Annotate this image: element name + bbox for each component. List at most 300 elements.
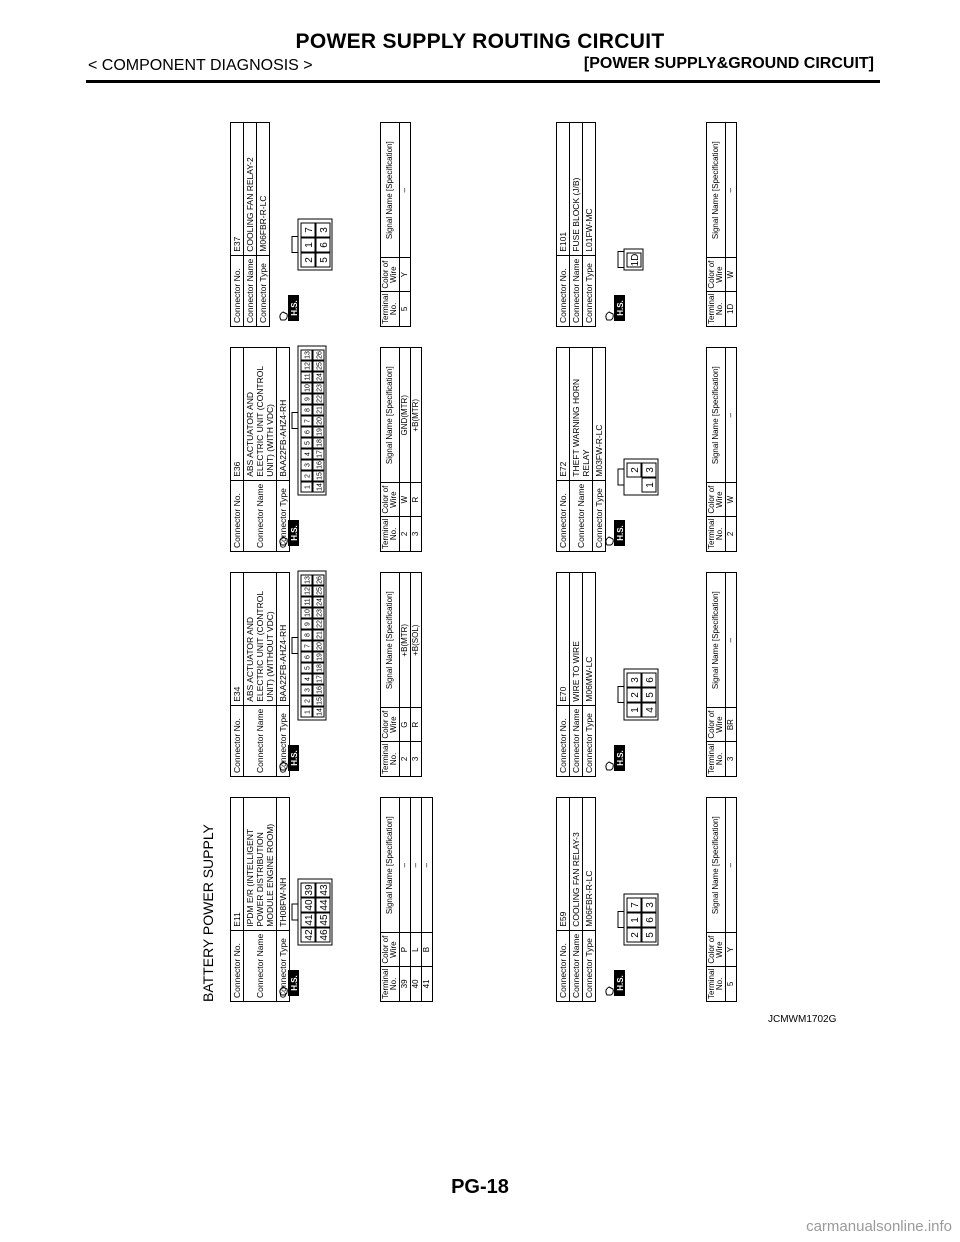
pin-number: 5 <box>644 932 656 938</box>
pin-number: 12 <box>304 587 312 595</box>
terminal-cell: B <box>422 933 433 966</box>
pin-cell <box>301 883 315 897</box>
pin-cell <box>642 898 656 912</box>
pin-cell <box>627 253 641 267</box>
pin-cell <box>313 685 324 695</box>
connector-card <box>230 572 500 777</box>
pin-number: 1 <box>629 917 641 923</box>
terminal-cell: – <box>726 348 737 483</box>
column-header: Color of Wire <box>381 258 400 291</box>
column-header: Terminal No. <box>381 966 400 1001</box>
column-header: Color of Wire <box>381 933 400 966</box>
pin-number: 2 <box>304 699 312 703</box>
pin-number: 5 <box>304 666 312 670</box>
hs-harness-side-icon <box>278 518 300 548</box>
pin-number: 15 <box>316 697 324 705</box>
pin-number: 7 <box>304 419 312 423</box>
pin-number: 4 <box>304 677 312 681</box>
terminal-cell: – <box>726 573 737 708</box>
column-header: Signal Name [Specification] <box>381 573 400 708</box>
terminal-cell: R <box>411 708 422 741</box>
info-label: Connector Type <box>583 705 596 776</box>
pin-number: 2 <box>304 474 312 478</box>
pin-cell <box>301 575 312 585</box>
pin-number: 15 <box>316 472 324 480</box>
pin-cell <box>301 913 315 927</box>
pin-cell <box>313 394 324 404</box>
terminal-row <box>411 573 422 777</box>
info-value: BAA22FB-AHZ4-RH <box>277 573 290 706</box>
terminal-cell: R <box>411 483 422 516</box>
info-value: TH08FW-NH <box>277 798 290 931</box>
pin-diagram <box>290 569 328 722</box>
pin-number: 13 <box>304 351 312 359</box>
terminal-cell: P <box>400 933 411 966</box>
connector-diagram <box>200 102 840 1002</box>
pin-cell <box>301 619 312 629</box>
column-header: Terminal No. <box>707 966 726 1001</box>
pin-cell <box>313 361 324 371</box>
pin-assignment-table <box>706 347 737 552</box>
info-value: E11 <box>231 798 244 931</box>
pin-cell <box>301 586 312 596</box>
pin-cell <box>313 575 324 585</box>
terminal-cell: 2 <box>400 741 411 776</box>
info-value: ABS ACTUATOR AND ELECTRIC UNIT (CONTROL UNIT) (WITH VDC) <box>244 348 277 481</box>
terminal-row <box>400 798 411 1002</box>
pin-number: 6 <box>318 242 330 248</box>
svg-text:H.S.: H.S. <box>616 300 625 316</box>
pin-cell <box>313 438 324 448</box>
pin-number: 5 <box>318 257 330 263</box>
info-label: Connector Type <box>257 255 270 326</box>
info-value: ABS ACTUATOR AND ELECTRIC UNIT (CONTROL UNIT) (WITHOUT VDC) <box>244 573 277 706</box>
terminal-cell: 41 <box>422 966 433 1001</box>
connector-card <box>556 122 826 327</box>
pin-diagram <box>616 892 660 947</box>
pin-assignment-table <box>380 347 422 552</box>
info-label: Connector Name <box>244 930 277 1001</box>
info-label: Connector No. <box>231 480 244 551</box>
pin-cell <box>642 673 656 687</box>
pin-diagram-wrapper <box>616 457 665 497</box>
pin-diagram-wrapper <box>616 667 665 722</box>
info-value: WIRE TO WIRE <box>570 573 583 706</box>
pin-cell <box>316 238 330 252</box>
svg-text:H.S.: H.S. <box>290 975 299 991</box>
info-label: Connector No. <box>231 930 244 1001</box>
connector-card <box>230 122 500 327</box>
connector-info-table <box>556 122 596 327</box>
terminal-cell: 5 <box>726 966 737 1001</box>
connector-latch <box>292 413 298 429</box>
connector-card <box>556 347 826 552</box>
pin-cell <box>316 253 330 267</box>
svg-text:H.S.: H.S. <box>290 750 299 766</box>
connector-card <box>556 797 826 1002</box>
info-label: Connector Name <box>244 705 277 776</box>
figure-id: JCMWM1702G <box>768 1014 837 1025</box>
terminal-row <box>411 348 422 552</box>
column-header: Color of Wire <box>381 708 400 741</box>
info-label: Connector Type <box>277 480 290 551</box>
column-header: Terminal No. <box>381 741 400 776</box>
column-header: Signal Name [Specification] <box>707 798 726 933</box>
section-breadcrumb: < COMPONENT DIAGNOSIS > <box>88 57 313 74</box>
svg-text:H.S.: H.S. <box>616 975 625 991</box>
pin-number: 25 <box>316 362 324 370</box>
info-label: Connector No. <box>557 930 570 1001</box>
pin-diagram <box>616 457 660 497</box>
pin-cell <box>627 688 641 702</box>
pin-cell <box>316 223 330 237</box>
pin-cell <box>301 394 312 404</box>
pin-number: 11 <box>304 373 312 381</box>
info-label: Connector Type <box>583 255 596 326</box>
pin-cell <box>301 663 312 673</box>
pin-cell <box>301 928 315 942</box>
pin-cell <box>301 707 312 717</box>
terminal-cell: 1D <box>726 291 737 326</box>
pin-cell <box>313 350 324 360</box>
terminal-cell: W <box>726 258 737 291</box>
terminal-row <box>726 348 737 552</box>
pin-cell <box>316 883 330 897</box>
column-header: Signal Name [Specification] <box>707 573 726 708</box>
pin-number: 41 <box>303 914 315 926</box>
pin-cell <box>313 471 324 481</box>
info-value: M06MW-LC <box>583 573 596 706</box>
info-label: Connector Name <box>570 930 583 1001</box>
pin-cell <box>313 608 324 618</box>
pin-diagram <box>616 667 660 722</box>
pin-cell <box>313 416 324 426</box>
svg-text:H.S.: H.S. <box>290 300 299 316</box>
pin-cell <box>313 586 324 596</box>
pin-cell <box>301 652 312 662</box>
connector-latch <box>292 638 298 654</box>
pin-cell <box>627 928 641 942</box>
pin-cell <box>642 463 656 477</box>
pin-cell <box>627 898 641 912</box>
pin-number: 1 <box>629 707 641 713</box>
terminal-cell: W <box>400 483 411 516</box>
pin-number: 8 <box>304 633 312 637</box>
hs-harness-side-icon <box>604 293 626 323</box>
pin-number: 16 <box>316 461 324 469</box>
connector-latch <box>618 469 624 485</box>
info-value: COOLING FAN RELAY-2 <box>244 123 257 256</box>
pin-number: 21 <box>316 406 324 414</box>
terminal-cell: 3 <box>411 741 422 776</box>
pin-number: 39 <box>303 884 315 896</box>
pin-number: 5 <box>644 692 656 698</box>
terminal-row <box>422 798 433 1002</box>
pin-number: 2 <box>629 467 641 473</box>
column-header: Color of Wire <box>707 933 726 966</box>
pin-cell <box>642 913 656 927</box>
pin-number: 45 <box>318 914 330 926</box>
info-value: E59 <box>557 798 570 931</box>
info-label: Connector Name <box>570 705 583 776</box>
info-label: Connector Type <box>277 930 290 1001</box>
pin-cell <box>627 673 641 687</box>
terminal-cell: 3 <box>411 516 422 551</box>
pin-cell <box>301 405 312 415</box>
pin-number: 46 <box>318 929 330 941</box>
info-value: COOLING FAN RELAY-3 <box>570 798 583 931</box>
pin-cell <box>301 253 315 267</box>
pin-number: 10 <box>304 609 312 617</box>
connector-info-table <box>556 347 606 552</box>
pin-number: 7 <box>304 644 312 648</box>
pin-number: 18 <box>316 664 324 672</box>
terminal-row <box>726 573 737 777</box>
column-header: Color of Wire <box>707 258 726 291</box>
terminal-cell: 3 <box>726 741 737 776</box>
pin-number: 3 <box>318 227 330 233</box>
pin-number: 8 <box>304 408 312 412</box>
info-label: Connector Type <box>593 480 606 551</box>
pin-cell <box>301 641 312 651</box>
pin-cell <box>627 703 641 717</box>
column-header: Terminal No. <box>381 291 400 326</box>
terminal-cell: BR <box>726 708 737 741</box>
info-value: E36 <box>231 348 244 481</box>
pin-number: 6 <box>644 677 656 683</box>
pin-cell <box>301 597 312 607</box>
pin-cell <box>301 482 312 492</box>
svg-text:H.S.: H.S. <box>616 525 625 541</box>
connector-latch <box>618 252 624 268</box>
hs-harness-side-icon <box>278 743 300 773</box>
pin-cell <box>301 696 312 706</box>
pin-cell <box>313 630 324 640</box>
pin-assignment-table <box>380 797 433 1002</box>
terminal-cell: – <box>726 798 737 933</box>
pin-number: 17 <box>316 450 324 458</box>
pin-cell <box>313 641 324 651</box>
pin-number: 42 <box>303 929 315 941</box>
pin-number: 23 <box>316 384 324 392</box>
pin-number: 25 <box>316 587 324 595</box>
pin-cell <box>301 898 315 912</box>
pin-cell <box>642 928 656 942</box>
pin-cell <box>642 688 656 702</box>
pin-number: 1 <box>304 485 312 489</box>
pin-number: 1 <box>303 242 315 248</box>
pin-number: 16 <box>316 686 324 694</box>
terminal-row <box>726 123 737 327</box>
pin-number: 6 <box>304 655 312 659</box>
connector-card <box>556 572 826 777</box>
connector-card <box>230 347 500 552</box>
pin-cell <box>313 427 324 437</box>
pin-cell <box>313 674 324 684</box>
hs-harness-side-icon <box>604 743 626 773</box>
info-value: E72 <box>557 348 570 481</box>
terminal-cell: 39 <box>400 966 411 1001</box>
pin-cell <box>301 416 312 426</box>
info-value: L01FW-MC <box>583 123 596 256</box>
pin-cell <box>301 427 312 437</box>
pin-cell <box>301 471 312 481</box>
pin-cell <box>301 383 312 393</box>
pin-number: 14 <box>316 483 324 491</box>
pin-cell <box>301 223 315 237</box>
pin-cell <box>301 438 312 448</box>
pin-assignment-table <box>706 572 737 777</box>
info-value: M06FBR-R-LC <box>583 798 596 931</box>
section-title: BATTERY POWER SUPPLY <box>200 824 216 1002</box>
pin-number: 19 <box>316 428 324 436</box>
hs-harness-side-icon <box>604 518 626 548</box>
pin-cell <box>313 482 324 492</box>
info-value: E101 <box>557 123 570 256</box>
pin-cell <box>316 928 330 942</box>
pin-cell <box>316 898 330 912</box>
terminal-cell: +B(MTR) <box>400 573 411 708</box>
column-header: Signal Name [Specification] <box>707 123 726 258</box>
pin-number: 6 <box>644 917 656 923</box>
terminal-cell: 2 <box>400 516 411 551</box>
pin-diagram <box>290 344 328 497</box>
pin-cell <box>313 383 324 393</box>
terminal-cell: 40 <box>411 966 422 1001</box>
column-header: Terminal No. <box>707 516 726 551</box>
pin-number: 12 <box>304 362 312 370</box>
pin-number: 3 <box>644 902 656 908</box>
pin-number: 26 <box>316 351 324 359</box>
connector-latch <box>618 687 624 703</box>
pin-number: 19 <box>316 653 324 661</box>
pin-cell <box>316 913 330 927</box>
pin-number: 24 <box>316 598 324 606</box>
info-label: Connector Type <box>583 930 596 1001</box>
terminal-cell: 5 <box>400 291 411 326</box>
terminal-cell: G <box>400 708 411 741</box>
connector-info-table <box>556 572 596 777</box>
pin-number: 9 <box>304 622 312 626</box>
terminal-cell: W <box>726 483 737 516</box>
connector-latch <box>618 912 624 928</box>
column-header: Signal Name [Specification] <box>381 348 400 483</box>
page-title: POWER SUPPLY ROUTING CIRCUIT <box>295 30 665 53</box>
pin-number: 14 <box>316 708 324 716</box>
terminal-cell: L <box>411 933 422 966</box>
pin-number: 3 <box>304 463 312 467</box>
terminal-cell: +B(SOL) <box>411 573 422 708</box>
terminal-cell: +B(MTR) <box>411 348 422 483</box>
connector-card <box>230 797 500 1002</box>
pin-diagram-wrapper <box>290 569 333 722</box>
pin-number: 21 <box>316 631 324 639</box>
pin-cell <box>642 703 656 717</box>
pin-number: 4 <box>304 452 312 456</box>
pin-cell <box>301 372 312 382</box>
pin-diagram <box>290 217 334 272</box>
page-number: PG-18 <box>451 1176 509 1198</box>
pin-cell <box>313 707 324 717</box>
pin-number: 23 <box>316 609 324 617</box>
pin-number: 1 <box>304 710 312 714</box>
info-value: M06FBR-R-LC <box>257 123 270 256</box>
pin-number: 1D <box>629 253 641 267</box>
pin-assignment-table <box>706 797 737 1002</box>
pin-number: 2 <box>303 257 315 263</box>
pin-cell <box>313 405 324 415</box>
pin-diagram-wrapper <box>290 877 339 947</box>
info-label: Connector No. <box>231 705 244 776</box>
svg-text:H.S.: H.S. <box>616 750 625 766</box>
terminal-cell: Y <box>726 933 737 966</box>
pin-diagram-wrapper <box>290 344 333 497</box>
pin-diagram <box>616 247 645 272</box>
pin-cell <box>301 460 312 470</box>
pin-number: 18 <box>316 439 324 447</box>
terminal-cell: – <box>400 123 411 258</box>
pin-assignment-table <box>380 122 411 327</box>
pin-diagram <box>290 877 334 947</box>
subsection-label: [POWER SUPPLY&GROUND CIRCUIT] <box>583 55 874 72</box>
pin-diagram-wrapper <box>616 892 665 947</box>
pin-number: 13 <box>304 576 312 584</box>
info-label: Connector Name <box>570 255 583 326</box>
info-value: FUSE BLOCK (J/B) <box>570 123 583 256</box>
terminal-cell: GND(MTR) <box>400 348 411 483</box>
pin-cell <box>301 608 312 618</box>
pin-cell <box>313 619 324 629</box>
pin-cell <box>301 674 312 684</box>
pin-assignment-table <box>380 572 422 777</box>
connector-info-table <box>230 122 270 327</box>
info-value: E34 <box>231 573 244 706</box>
pin-number: 44 <box>318 899 330 911</box>
pin-cell <box>313 696 324 706</box>
terminal-cell: – <box>411 798 422 933</box>
pin-cell <box>301 449 312 459</box>
hs-harness-side-icon <box>278 968 300 998</box>
connector-latch <box>292 904 298 920</box>
pin-number: 7 <box>303 227 315 233</box>
pin-number: 3 <box>629 677 641 683</box>
info-value: E37 <box>231 123 244 256</box>
pin-number: 4 <box>644 707 656 713</box>
hs-harness-side-icon <box>604 968 626 998</box>
pin-number: 20 <box>316 642 324 650</box>
pin-number: 2 <box>629 692 641 698</box>
header-rule <box>86 80 880 83</box>
info-label: Connector No. <box>557 705 570 776</box>
info-label: Connector Name <box>244 255 257 326</box>
pin-cell <box>642 478 656 492</box>
column-header: Terminal No. <box>707 291 726 326</box>
pin-number: 10 <box>304 384 312 392</box>
pin-number: 20 <box>316 417 324 425</box>
terminal-row <box>400 573 411 777</box>
pin-cell <box>627 463 641 477</box>
terminal-cell: – <box>400 798 411 933</box>
column-header: Color of Wire <box>707 708 726 741</box>
pin-number: 6 <box>304 430 312 434</box>
pin-number: 2 <box>629 932 641 938</box>
info-label: Connector Name <box>244 480 277 551</box>
pin-diagram-wrapper <box>616 247 650 272</box>
info-label: Connector No. <box>557 255 570 326</box>
rotated-sheet <box>200 102 840 1002</box>
pin-cell <box>301 685 312 695</box>
info-label: Connector Name <box>570 480 593 551</box>
